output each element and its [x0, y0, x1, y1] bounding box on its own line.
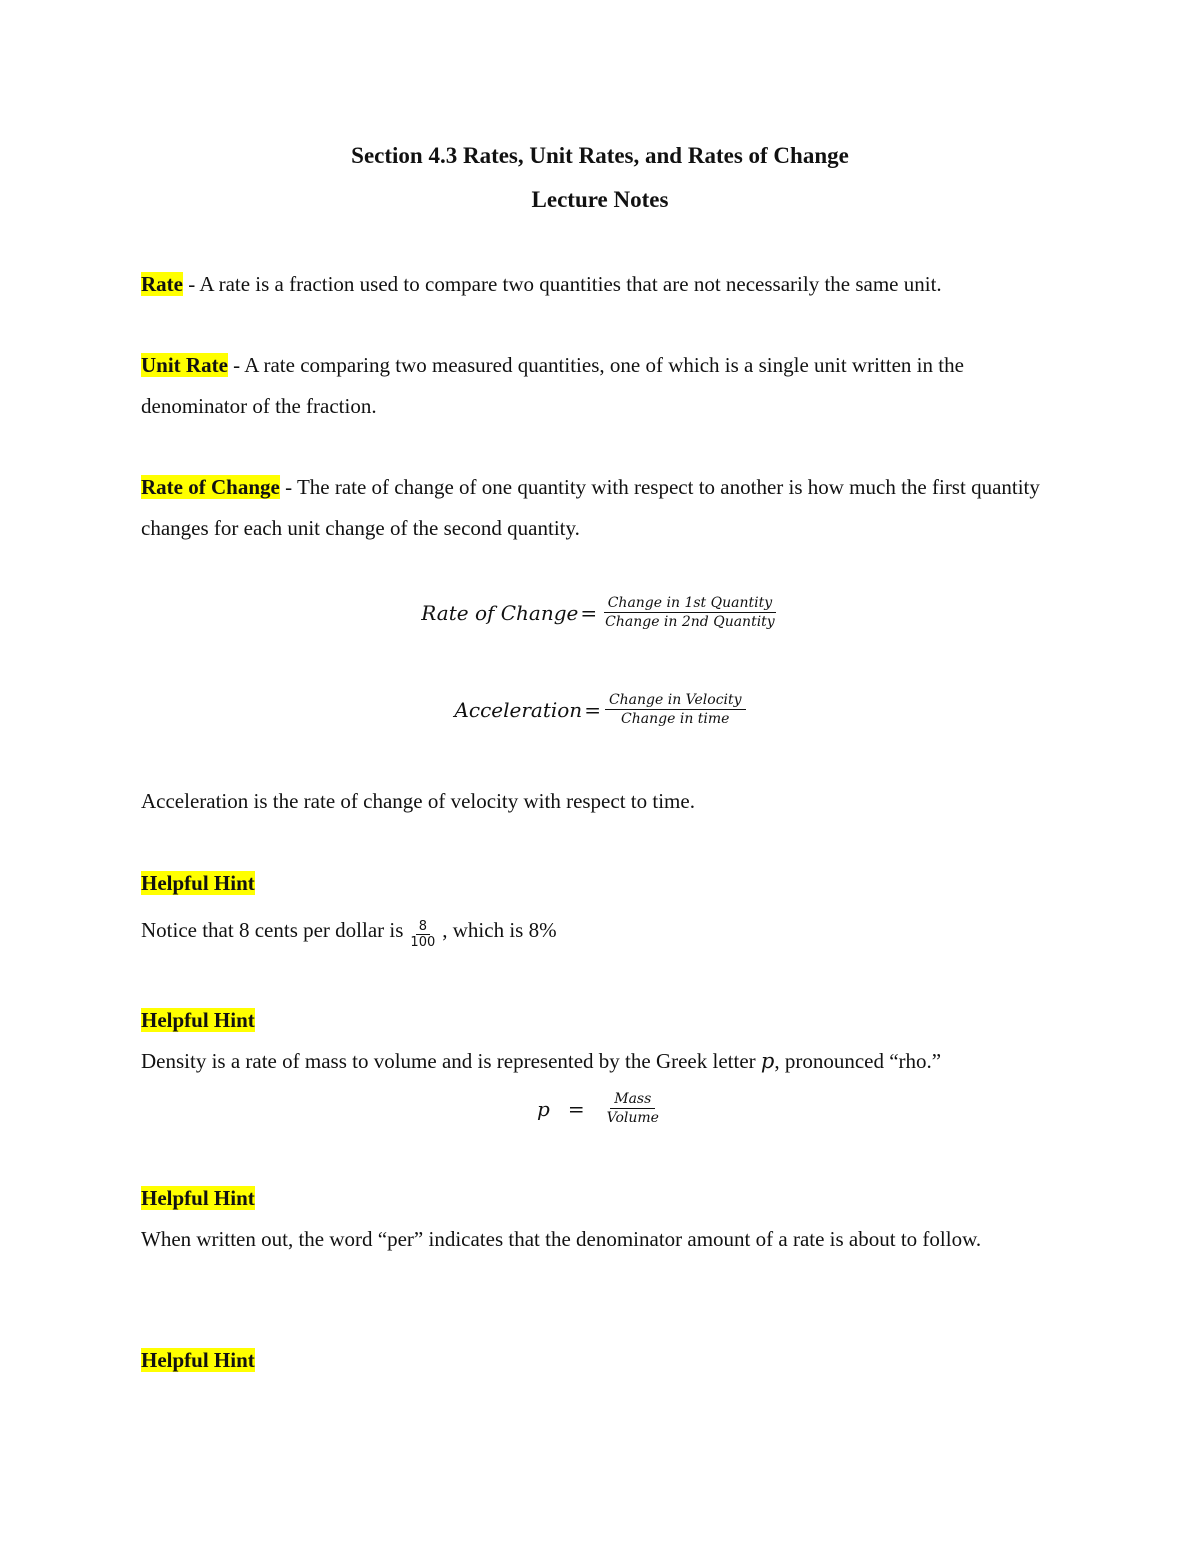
- page-title: Section 4.3 Rates, Unit Rates, and Rates of Change: [351, 143, 849, 168]
- term-rate-of-change: Rate of Change: [141, 475, 280, 499]
- hint-text: [141, 1041, 1101, 1082]
- definition-rate: [141, 264, 1061, 305]
- definition-rate-text: - A rate is a fraction used to compare two quantities that are not necessarily the same unit.: [182, 272, 942, 296]
- definition-rate-of-change: [141, 467, 1061, 549]
- hint-label: [141, 1340, 1061, 1381]
- definition-rate-of-change-text: - The rate of change of one quantity with respect to another is how much the first quantity changes for each unit change of the second quantity.: [141, 475, 1040, 540]
- numerator: Change in Velocity: [605, 691, 746, 710]
- numerator: Mass: [610, 1090, 655, 1109]
- numerator: 8: [416, 919, 430, 935]
- hint-label-text: Helpful Hint: [141, 1348, 255, 1372]
- definition-unit-rate-text: - A rate comparing two measured quantities, one of which is a single unit written in the denominator of the fraction.: [141, 353, 964, 418]
- formula-lhs: p: [537, 1096, 550, 1121]
- hint-label: [141, 1000, 1061, 1041]
- page-subtitle: Lecture Notes: [531, 187, 669, 212]
- hint-label-text: Helpful Hint: [141, 1008, 255, 1032]
- definition-unit-rate: [141, 345, 1061, 427]
- numerator: Change in 1st Quantity: [604, 594, 776, 613]
- denominator: Change in 2nd Quantity: [605, 614, 775, 630]
- acceleration-note: Acceleration is the rate of change of velocity with respect to time.: [141, 789, 695, 813]
- denominator: 100: [410, 934, 436, 950]
- hint-text: [141, 910, 1061, 951]
- inline-fraction: [407, 919, 438, 950]
- hint-label: [141, 863, 1061, 904]
- hint-label-text: Helpful Hint: [141, 871, 255, 895]
- equals-sign: =: [580, 600, 598, 625]
- hint-text: When written out, the word “per” indicates that the denominator amount of a rate is about to follow.: [141, 1227, 982, 1251]
- denominator: Change in time: [621, 711, 730, 727]
- hint-text-before: Notice that 8 cents per dollar is: [141, 918, 404, 942]
- formula-lhs: Acceleration: [454, 697, 583, 722]
- equals-sign: =: [584, 697, 601, 722]
- denominator: Volume: [606, 1110, 659, 1126]
- hint-label: [141, 1178, 1061, 1219]
- fraction: [605, 691, 746, 728]
- equals-sign: =: [567, 1096, 585, 1121]
- hint-text-before: Density is a rate of mass to volume and is represented by the Greek letter: [141, 1049, 761, 1073]
- rho-symbol: p: [760, 1049, 775, 1073]
- hint-label-text: Helpful Hint: [141, 1186, 255, 1210]
- rate-of-change-formula: [0, 594, 1200, 631]
- formula-lhs: Rate of Change: [421, 600, 579, 625]
- density-formula: [0, 1090, 1200, 1127]
- hint-text-after: , which is 8%: [442, 918, 557, 942]
- term-unit-rate: Unit Rate: [141, 353, 228, 377]
- term-rate: Rate: [141, 272, 183, 296]
- fraction: [603, 1090, 663, 1127]
- fraction: [601, 594, 779, 631]
- hint-text-after: , pronounced “rho.”: [774, 1049, 942, 1073]
- acceleration-formula: [0, 691, 1200, 728]
